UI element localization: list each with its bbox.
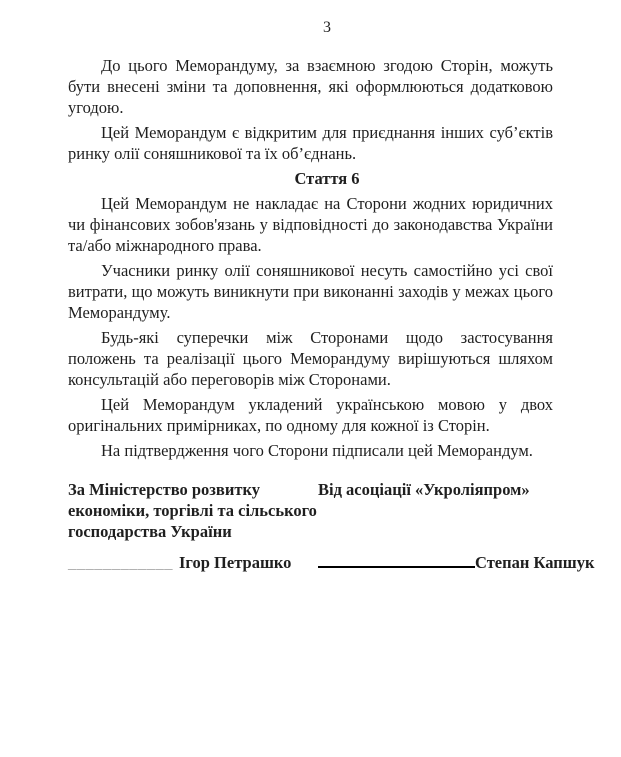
article-6-heading: Стаття 6 [294,169,360,188]
signature-left-name: Ігор Петрашко [179,553,292,572]
paragraph-expenses: Учасники ринку олії соняшникової несуть самостійно усі свої витрати, що можуть виникнути при виконанні заходів у межах цього Меморандуму. [68,261,553,322]
paragraph-original-copies: Цей Меморандум укладений українською мовою у двох оригінальних примірниках, по одному для кожної із Сторін. [68,395,553,435]
signature-right-block [318,552,595,573]
paragraph-no-obligations: Цей Меморандум не накладає на Сторони жодних юридичних чи фінансових зобов'язань у відповідності до законодавства України та/або міжнародного права. [68,194,553,255]
paragraph-open-accession: Цей Меморандум є відкритим для приєднання інших суб’єктів ринку олії соняшникової та їх об’єднань. [68,123,553,163]
signature-right-name: Степан Капшук [475,553,595,572]
signature-left-title: За Міністерство розвитку економіки, торгівлі та сільського господарства України [68,480,317,541]
signature-left-block [68,552,318,573]
signature-lines-row [68,552,595,573]
signature-line-left: ____________ [68,553,173,572]
signature-titles-row [68,479,553,542]
page-number: 3 [323,19,331,36]
paragraph-disputes: Будь-які суперечки між Сторонами щодо застосування положень та реалізації цього Меморандуму вирішуються шляхом консультацій або переговорів між Сторонами. [68,328,553,389]
signature-right-title: Від асоціації «Укроліяпром» [318,480,530,499]
paragraph-confirmation: На підтвердження чого Сторони підписали цей Меморандум. [101,441,533,460]
signature-line-right [318,566,475,568]
paragraph-amendments: До цього Меморандуму, за взаємною згодою Сторін, можуть бути внесені зміни та доповнення, які оформлюються додатковою угодою. [68,56,553,117]
